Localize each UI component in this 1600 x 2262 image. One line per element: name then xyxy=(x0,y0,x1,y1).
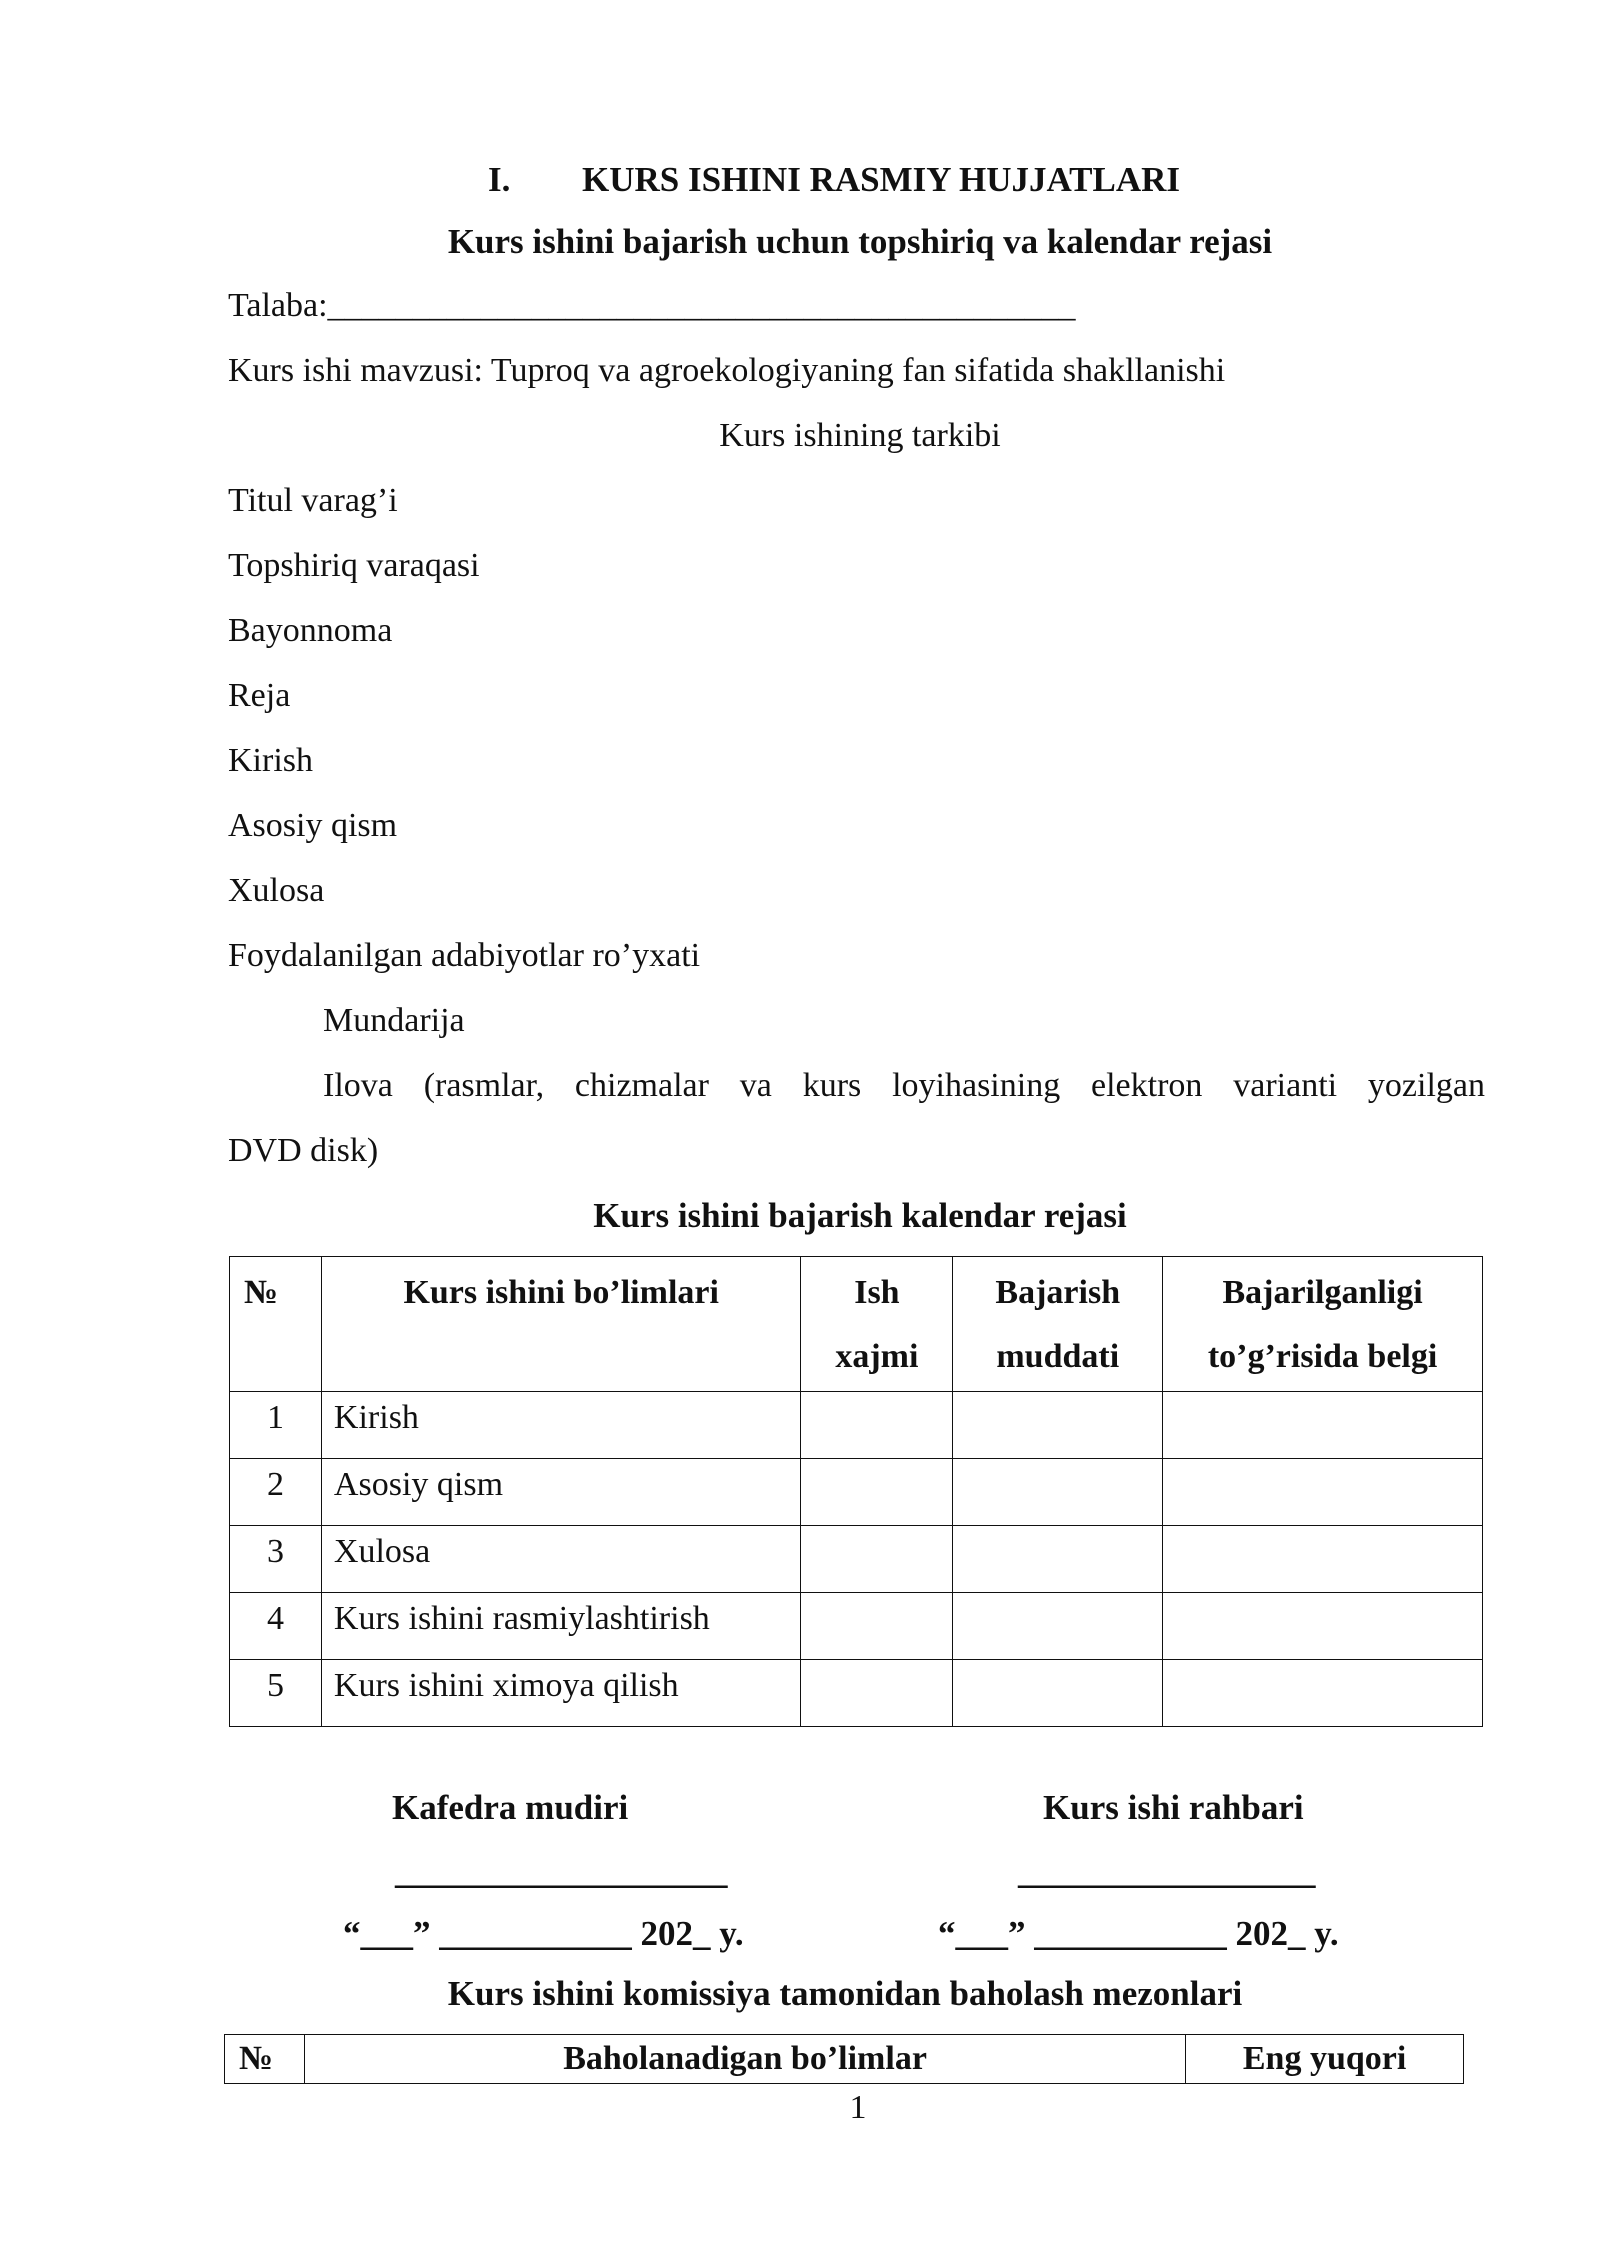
section-title: KURS ISHINI RASMIY HUJJATLARI xyxy=(582,160,1181,199)
structure-title: Kurs ishining tarkibi xyxy=(719,417,1001,454)
empty-cell xyxy=(1163,1526,1483,1593)
table-row xyxy=(230,1660,1483,1727)
criteria-header-row xyxy=(225,2035,1464,2084)
structure-item: Topshiriq varaqasi xyxy=(228,547,480,584)
empty-cell xyxy=(801,1392,953,1459)
structure-item: Reja xyxy=(228,677,291,714)
student-line: Talaba:____________________________________________ xyxy=(228,287,1076,324)
header-sections: Kurs ishini bo’limlari xyxy=(321,1257,801,1392)
header-num: № xyxy=(230,1257,322,1392)
table-row xyxy=(230,1459,1483,1526)
empty-cell xyxy=(801,1593,953,1660)
row-number: 2 xyxy=(230,1459,322,1526)
empty-cell xyxy=(801,1459,953,1526)
header-volume: Ish xajmi xyxy=(801,1257,953,1392)
criteria-header-num: № xyxy=(225,2035,305,2084)
row-section: Kirish xyxy=(321,1392,801,1459)
empty-cell xyxy=(953,1392,1163,1459)
supervisor-date-line: “___” ___________ 202_ y. xyxy=(938,1914,1339,1953)
calendar-table xyxy=(229,1256,1483,1727)
subheading: Kurs ishini bajarish uchun topshiriq va kalendar rejasi xyxy=(447,222,1273,261)
row-number: 5 xyxy=(230,1660,322,1727)
table-row xyxy=(230,1526,1483,1593)
row-section: Xulosa xyxy=(321,1526,801,1593)
structure-item: Bayonnoma xyxy=(228,612,393,649)
empty-cell xyxy=(953,1593,1163,1660)
empty-cell xyxy=(801,1660,953,1727)
empty-cell xyxy=(1163,1392,1483,1459)
criteria-header-max: Eng yuqori xyxy=(1186,2035,1464,2084)
row-number: 3 xyxy=(230,1526,322,1593)
row-section: Asosiy qism xyxy=(321,1459,801,1526)
empty-cell xyxy=(1163,1459,1483,1526)
empty-cell xyxy=(1163,1593,1483,1660)
empty-cell xyxy=(801,1526,953,1593)
header-mark: Bajarilganligi to’g’risida belgi xyxy=(1163,1257,1483,1392)
criteria-table xyxy=(224,2034,1464,2084)
criteria-title: Kurs ishini komissiya tamonidan baholash mezonlari xyxy=(447,1974,1243,2013)
appendix-line-continued: DVD disk) xyxy=(228,1132,379,1169)
topic-line: Kurs ishi mavzusi: Tuproq va agroekologiyaning fan sifatida shakllanishi xyxy=(228,352,1226,389)
head-date-line: “___” ___________ 202_ y. xyxy=(343,1914,744,1953)
empty-cell xyxy=(953,1660,1163,1727)
row-section: Kurs ishini ximoya qilish xyxy=(321,1660,801,1727)
calendar-title: Kurs ishini bajarish kalendar rejasi xyxy=(593,1196,1127,1235)
criteria-header-sections: Baholanadigan bo’limlar xyxy=(304,2035,1185,2084)
row-section: Kurs ishini rasmiylashtirish xyxy=(321,1593,801,1660)
structure-item: Foydalanilgan adabiyotlar ro’yxati xyxy=(228,937,701,974)
appendix-line: Ilova (rasmlar, chizmalar va kurs loyihasining elektron varianti yozilgan xyxy=(323,1067,1485,1104)
supervisor-title: Kurs ishi rahbari xyxy=(1043,1788,1304,1827)
row-number: 1 xyxy=(230,1392,322,1459)
empty-cell xyxy=(1163,1660,1483,1727)
table-row xyxy=(230,1593,1483,1660)
structure-item: Titul varag’i xyxy=(228,482,398,519)
header-deadline: Bajarish muddati xyxy=(953,1257,1163,1392)
structure-item: Asosiy qism xyxy=(228,807,398,844)
empty-cell xyxy=(953,1459,1163,1526)
empty-cell xyxy=(953,1526,1163,1593)
table-row xyxy=(230,1392,1483,1459)
supervisor-signature-line: _________________ xyxy=(1018,1852,1316,1891)
section-number: I. xyxy=(488,160,511,199)
calendar-header-row xyxy=(230,1257,1483,1392)
page-number: 1 xyxy=(849,2089,867,2126)
head-signature-line: ___________________ xyxy=(395,1852,728,1891)
head-of-department-title: Kafedra mudiri xyxy=(392,1788,629,1827)
structure-item: Kirish xyxy=(228,742,313,779)
contents-item: Mundarija xyxy=(323,1002,465,1039)
row-number: 4 xyxy=(230,1593,322,1660)
structure-item: Xulosa xyxy=(228,872,325,909)
